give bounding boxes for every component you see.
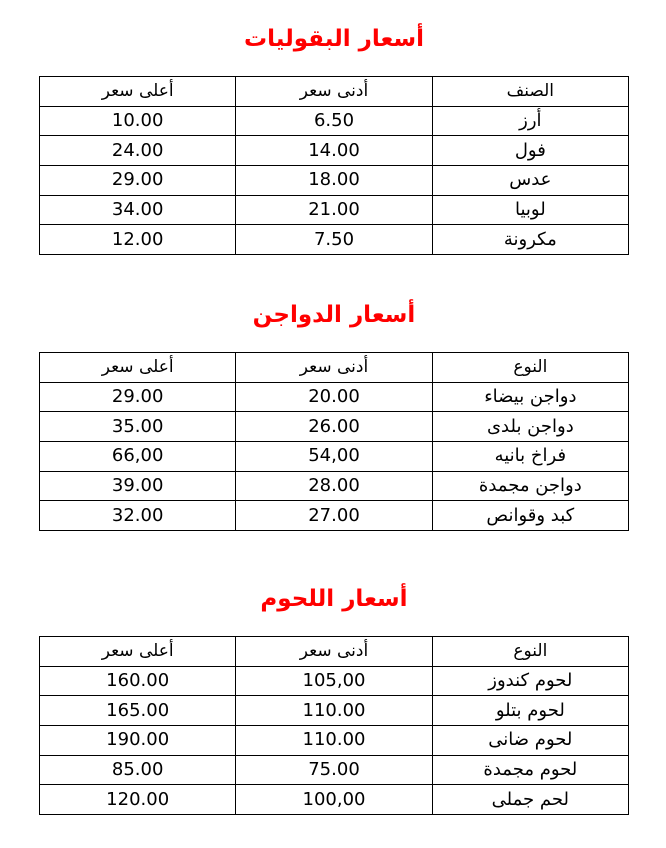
table-row (40, 412, 629, 442)
max-price-cell: 39.00 (40, 471, 236, 501)
min-price-cell: 27.00 (236, 501, 432, 531)
min-price-cell: 100,00 (236, 785, 432, 815)
min-price-cell: 54,00 (236, 442, 432, 472)
section-title: أسعار اللحوم (260, 586, 408, 612)
column-header: أدنى سعر (236, 77, 432, 107)
type-cell: لحوم بتلو (432, 696, 628, 726)
table-row (40, 666, 629, 696)
min-price-cell: 20.00 (236, 382, 432, 412)
max-price-cell: 34.00 (40, 195, 236, 225)
poultry-price-table (39, 352, 629, 531)
column-header: أدنى سعر (236, 353, 432, 383)
type-cell: دواجن مجمدة (432, 471, 628, 501)
max-price-cell: 29.00 (40, 166, 236, 196)
table-row (40, 106, 629, 136)
min-price-cell: 18.00 (236, 166, 432, 196)
table-row (40, 696, 629, 726)
section-title: أسعار الدواجن (252, 302, 416, 328)
max-price-cell: 29.00 (40, 382, 236, 412)
column-header: النوع (432, 637, 628, 667)
table-header-row (40, 77, 629, 107)
type-cell: لحوم مجمدة (432, 755, 628, 785)
min-price-cell: 110.00 (236, 696, 432, 726)
min-price-cell: 6.50 (236, 106, 432, 136)
column-header: الصنف (432, 77, 628, 107)
max-price-cell: 24.00 (40, 136, 236, 166)
type-cell: فول (432, 136, 628, 166)
legumes-price-table (39, 76, 629, 255)
table-row (40, 195, 629, 225)
max-price-cell: 160.00 (40, 666, 236, 696)
column-header: أعلى سعر (40, 77, 236, 107)
table-header-row (40, 353, 629, 383)
type-cell: دواجن بلدى (432, 412, 628, 442)
type-cell: دواجن بيضاء (432, 382, 628, 412)
max-price-cell: 85.00 (40, 755, 236, 785)
max-price-cell: 165.00 (40, 696, 236, 726)
min-price-cell: 7.50 (236, 225, 432, 255)
type-cell: لحوم ضانى (432, 726, 628, 756)
min-price-cell: 26.00 (236, 412, 432, 442)
table-row (40, 471, 629, 501)
column-header: النوع (432, 353, 628, 383)
max-price-cell: 32.00 (40, 501, 236, 531)
table-row (40, 225, 629, 255)
max-price-cell: 10.00 (40, 106, 236, 136)
max-price-cell: 35.00 (40, 412, 236, 442)
max-price-cell: 190.00 (40, 726, 236, 756)
min-price-cell: 14.00 (236, 136, 432, 166)
min-price-cell: 21.00 (236, 195, 432, 225)
table-row (40, 382, 629, 412)
type-cell: كبد وقوانص (432, 501, 628, 531)
min-price-cell: 28.00 (236, 471, 432, 501)
type-cell: عدس (432, 166, 628, 196)
table-row (40, 136, 629, 166)
meat-price-table (39, 636, 629, 815)
max-price-cell: 66,00 (40, 442, 236, 472)
table-header-row (40, 637, 629, 667)
table-row (40, 785, 629, 815)
table-row (40, 166, 629, 196)
min-price-cell: 110.00 (236, 726, 432, 756)
column-header: أعلى سعر (40, 637, 236, 667)
table-row (40, 442, 629, 472)
table-row (40, 501, 629, 531)
type-cell: مكرونة (432, 225, 628, 255)
column-header: أدنى سعر (236, 637, 432, 667)
min-price-cell: 105,00 (236, 666, 432, 696)
max-price-cell: 120.00 (40, 785, 236, 815)
type-cell: فراخ بانيه (432, 442, 628, 472)
max-price-cell: 12.00 (40, 225, 236, 255)
type-cell: لحوم كندوز (432, 666, 628, 696)
column-header: أعلى سعر (40, 353, 236, 383)
type-cell: لحم جملى (432, 785, 628, 815)
min-price-cell: 75.00 (236, 755, 432, 785)
type-cell: لوبيا (432, 195, 628, 225)
type-cell: أرز (432, 106, 628, 136)
table-row (40, 726, 629, 756)
section-title: أسعار البقوليات (243, 26, 425, 52)
table-row (40, 755, 629, 785)
